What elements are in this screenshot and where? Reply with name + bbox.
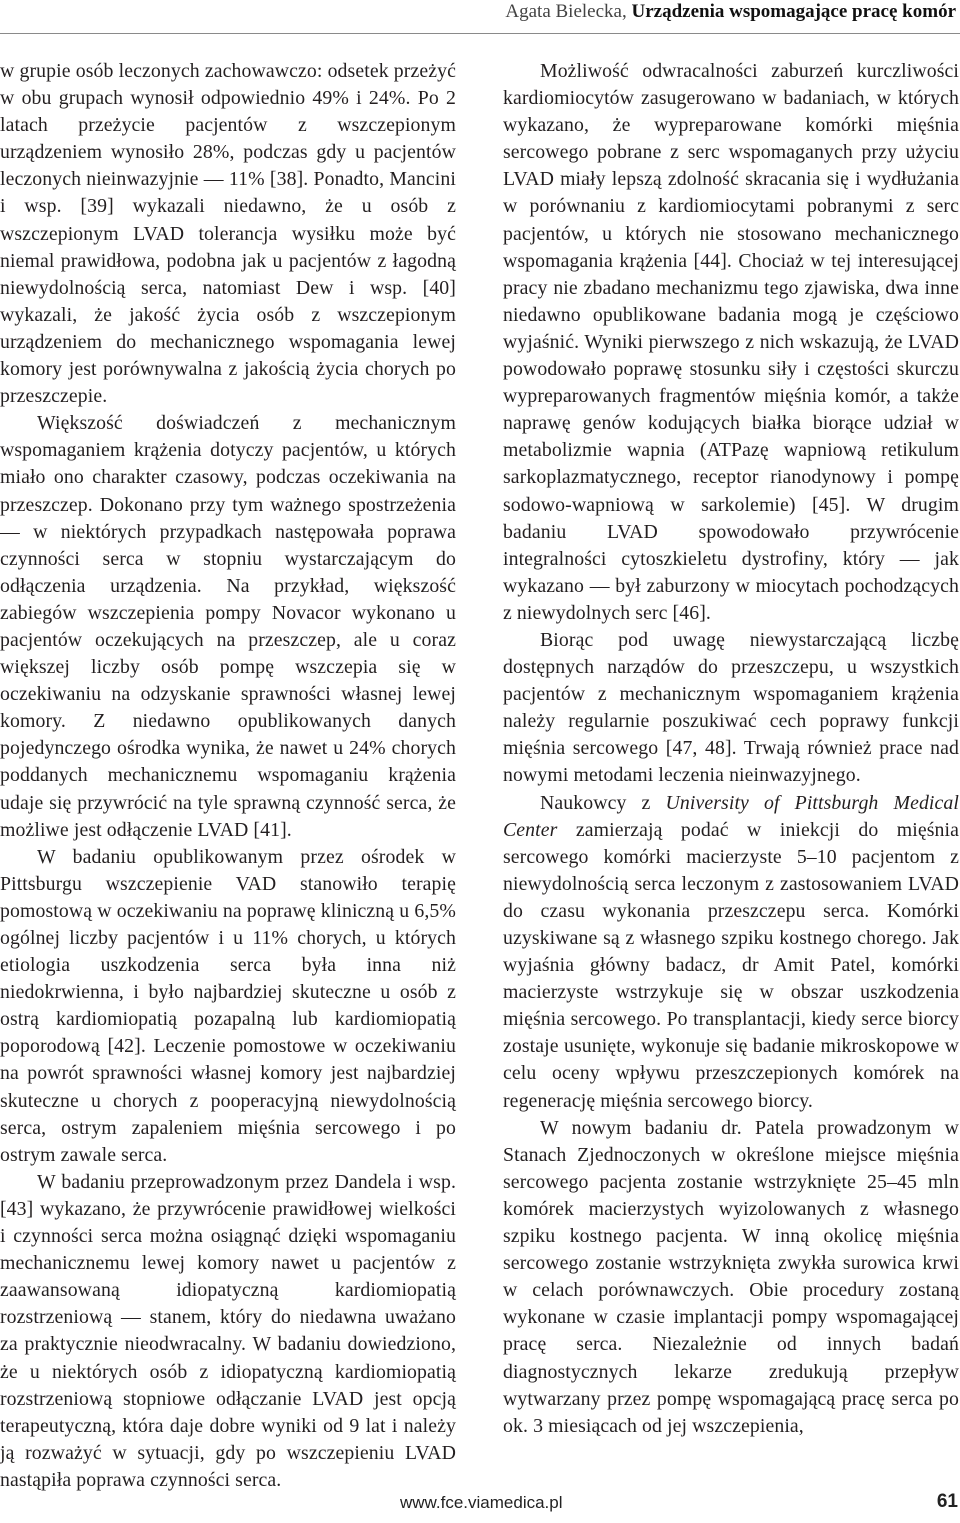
- header-separator: ,: [621, 1, 627, 22]
- right-paragraph-3-body: zamierzają podać w iniekcji do mięśnia sercowego komórki macierzyste 5–10 pacjentom z niewydolnością serca leczonym z zastosowaniem LVAD do czasu wykonania przeszczepu serca. Komórki uzyskiwane są z własnego szpiku kostnego chorego. Jak wyjaśnia główny badacz, dr Amit Patel, komórki macierzyste wstrzykuje się w obszar uszkodzenia mięśnia sercowego. Po transplantacji, kiedy serce biorcy zostaje usunięte, wykonuje się badanie mikroskopowe w celu oceny wpływu przeszczepionych komórek na regenerację mięśnia sercowego biorcy.: [503, 818, 959, 1112]
- left-paragraph-1: w grupie osób leczonych zachowawczo: odsetek przeżyć w obu grupach wynosił odpowiednio 49% i 24%. Po 2 latach przeżycie pacjentów z wszczepionym urządzeniem wynosiło 28%, podczas gdy u pacjentów leczonych nieinwazyjnie — 11% [38]. Ponadto, Mancini i wsp. [39] wykazali niedawno, że u osób z wszczepionym LVAD tolerancja wysiłku może być niemal prawidłowa, podobna jak u pacjentów z łagodną niewydolnością serca, natomiast Dew i wsp. [40] wykazali, że jakość życia osób z wszczepionym urządzeniem do mechanicznego wspomagania lewej komory jest porównywalna z jakością życia chorych po przeszczepie.: [0, 60, 456, 408]
- right-paragraph-2: Biorąc pod uwagę niewystarczającą liczbę dostępnych narządów do przeszczepu, u wszystkich pacjentów z mechanicznym wspomaganiem krążenia należy regularnie poszukiwać cech poprawy funkcji mięśnia sercowego [47, 48]. Trwają również prace nad nowymi metodami leczenia nieinwazyjnego.: [503, 628, 959, 787]
- institution-name: University of Pittsburgh Medical Center: [503, 791, 959, 841]
- left-paragraph-4: W badaniu przeprowadzonym przez Dandela i wsp. [43] wykazano, że przywrócenie prawidłowej wielkości i czynności serca można osiągnąć dzięki wspomaganiu mechanicznemu lewej komory nawet u pacjentów z zaawansowaną idiopatyczną kardiomiopatią rozstrzeniową — stanem, który do niedawna uważano za praktycznie nieodwracalny. W badaniu dowiedziono, że u niektórych osób z idiopatyczną kardiomiopatią rozstrzeniową stopniowe odłączanie LVAD jest opcją terapeutyczną, która daje dobre wyniki od 9 lat i należy ją rozważyć w sytuacji, gdy po wszczepieniu LVAD nastąpiła poprawa czynności serca.: [0, 1170, 456, 1491]
- left-paragraph-2: Większość doświadczeń z mechanicznym wspomaganiem krążenia dotyczy pacjentów, u których miało ono charakter czasowy, podczas oczekiwania na przeszczep. Dokonano przy tym ważnego spostrzeżenia — w niektórych przypadkach następowała poprawa czynności serca w stopniu wystarczającym do odłączenia urządzenia. Na przykład, większość zabiegów wszczepienia pompy Novacor wykonano u pacjentów oczekujących na przeszczep, ale u coraz większej liczby osób pompę wszczepia się w oczekiwaniu na odzyskanie sprawności własnej lewej komory. Z niedawno opublikowanych danych pojedynczego ośrodka wynika, że nawet u 24% chorych poddanych mechanicznemu wspomaganiu krążenia udaje się przywrócić na tyle sprawną czynność serca, że możliwe jest odłączenie LVAD [41].: [0, 412, 456, 841]
- page-number: 61: [936, 1491, 958, 1512]
- left-paragraph-3: W badaniu opublikowanym przez ośrodek w Pittsburgu wszczepienie VAD stanowiło terapię pomostową w oczekiwaniu na poprawę kliniczną u 6,5% ogólnej liczby pacjentów i u 11% chorych, u których etiologia uszkodzenia serca była inna niż niedokrwienna, i było najbardziej skuteczne u osób z ostrą kardiomiopatią pozapalną lub kardiomiopatią poporodową [42]. Leczenie pomostowe w oczekiwaniu na powrót sprawności własnej komory jest najbardziej skuteczne u chorych z pooperacyjną niewydolnością serca, ostrym zapaleniem mięśnia sercowego i po ostrym zawale serca.: [0, 845, 456, 1166]
- header-author: Agata Bielecka: [505, 1, 622, 22]
- running-header: [505, 0, 956, 30]
- right-paragraph-3: [503, 790, 959, 1115]
- right-column: [503, 58, 959, 1440]
- right-paragraph-4: W nowym badaniu dr. Patela prowadzonym w Stanach Zjednoczonych w określone miejsce mięśnia sercowego pacjenta zostanie wstrzyknięte 25–45 mln komórek macierzystych wyizolowanych z własnego szpiku kostnego pacjenta. W inną okolicę mięśnia sercowego zostanie wstrzyknięta zwykła surowica krwi w celach porównawczych. Obie procedury zostaną wykonane w czasie implantacji pompy wspomagającej pracę serca. Niezależnie od innych badań diagnostycznych lekarze zredukują przepływ wytwarzany przez pompę wspomagającą pracę serca po ok. 3 miesiącach od jej wszczepienia,: [503, 1116, 959, 1437]
- journal-url[interactable]: www.fce.viamedica.pl: [400, 1493, 563, 1512]
- header-rule: [0, 33, 960, 34]
- right-paragraph-3-lead: Naukowcy z: [540, 791, 666, 814]
- right-paragraph-1: Możliwość odwracalności zaburzeń kurczliwości kardiomiocytów zasugerowano w badaniach, w których wykazano, że wypreparowane komórki mięśnia sercowego pobrane z serc wspomaganych przy użyciu LVAD miały lepszą zdolność skracania się i wydłużania w porównaniu z kardiomiocytami pobranymi z serc pacjentów, u których nie stosowano mechanicznego wspomagania krążenia [44]. Chociaż w tej interesującej pracy nie zbadano mechanizmu tego zjawiska, dwa inne niedawno opublikowane badania mogą je częściowo wyjaśnić. Wyniki pierwszego z nich wskazują, że LVAD powodowało poprawę stosunku siły i częstości skurczu wypreparowanych fragmentów mięśnia komór, a także naprawę genów kodujących białka biorące udział w metabolizmie wapnia (ATPazę wapniową retikulum sarkoplazmatycznego, receptor rianodynowy i pompę sodowo-wapniową w sarkolemie) [45]. W drugim badaniu LVAD spowodowało przywrócenie integralności cytoszkieletu dystrofiny, który — jak wykazano — był zaburzony w miocytach pochodzących z niewydolnych serc [46].: [503, 60, 959, 624]
- header-title: Urządzenia wspomagające pracę komór: [631, 1, 956, 22]
- page-footer: [0, 1487, 960, 1517]
- left-column: [0, 58, 456, 1494]
